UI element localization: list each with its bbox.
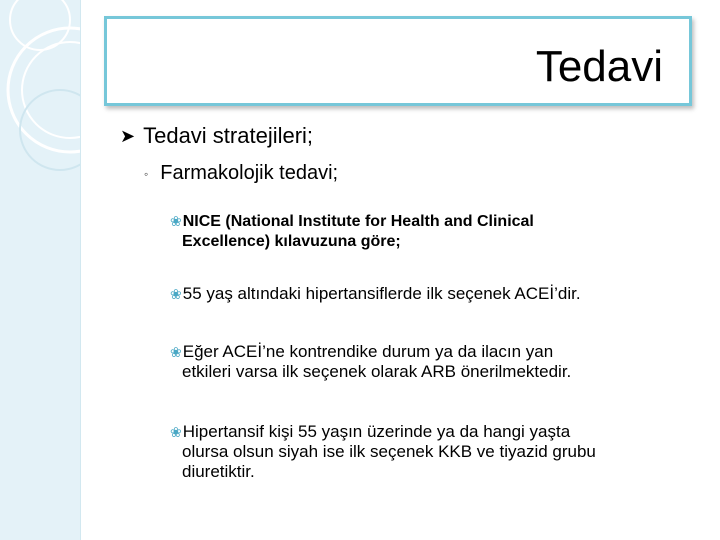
decorative-circles (0, 0, 80, 540)
item-line: olursa olsun siyah ise ilk seçenek KKB ve tiyazid grubu (182, 442, 596, 461)
list-item (170, 284, 690, 304)
item-line: Eğer ACEİ’ne kontrendike durum ya da ilacın yan (182, 342, 554, 361)
title-box (104, 16, 692, 106)
list-item (170, 342, 690, 382)
item-line: diuretiktir. (182, 462, 255, 481)
level2-text: Farmakolojik tedavi; (160, 162, 339, 184)
list-item (170, 211, 690, 252)
bullet-icon: ❀ (170, 424, 182, 440)
circle-bullet-icon: ◦ (144, 166, 149, 181)
level1-bullet (120, 123, 313, 149)
level1-text: Tedavi stratejileri; (143, 123, 314, 148)
arrow-bullet-icon: ➤ (120, 125, 136, 146)
bullet-icon: ❀ (170, 213, 182, 229)
level2-bullet (144, 162, 338, 185)
decorative-side-band (0, 0, 81, 540)
item-line: NICE (National Institute for Health and Clinical (182, 213, 534, 230)
list-item (170, 422, 690, 482)
item-line: etkileri varsa ilk seçenek olarak ARB önerilmektedir. (182, 362, 572, 381)
bullet-icon: ❀ (170, 344, 182, 360)
item-line: Excellence) kılavuzuna göre; (182, 233, 401, 250)
item-line: Hipertansif kişi 55 yaşın üzerinde ya da hangi yaşta (182, 422, 571, 441)
item-line: 55 yaş altındaki hipertansiflerde ilk seçenek ACEİ’dir. (182, 284, 581, 303)
slide-title: Tedavi (535, 42, 663, 91)
bullet-icon: ❀ (170, 286, 182, 302)
